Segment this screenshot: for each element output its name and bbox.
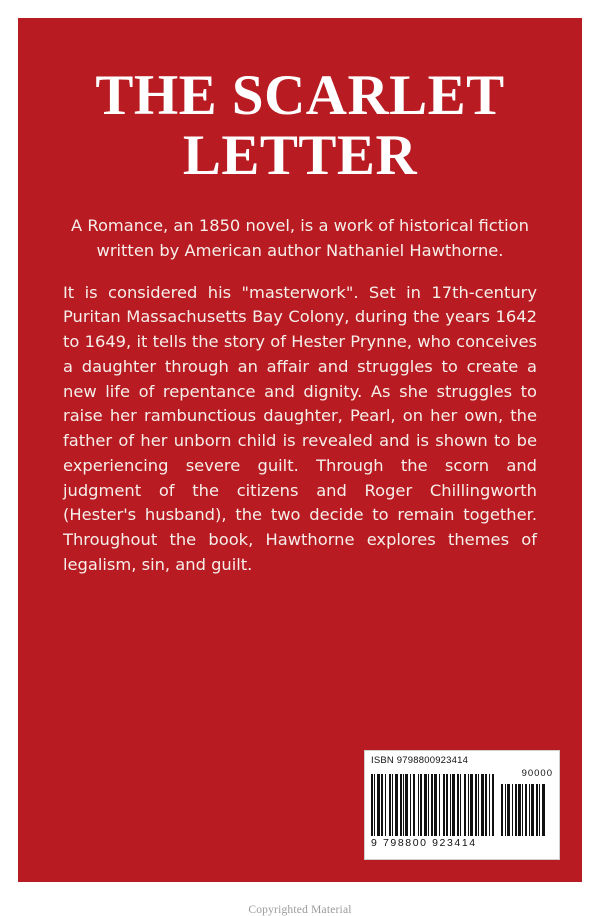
description-paragraph-1: A Romance, an 1850 novel, is a work of historical fiction written by American author Nathaniel Hawthorne. xyxy=(71,216,529,260)
addon-price-code: 90000 xyxy=(521,768,553,779)
title-line-2: LETTER xyxy=(182,124,418,188)
back-cover-description xyxy=(63,214,537,578)
title-line-1: THE SCARLET xyxy=(95,64,505,127)
description-paragraph-2: It is considered his "masterwork". Set in 17th-century Puritan Massachusetts Bay Colony, during the years 1642 to 1649, it tells the story of Hester Prynne, who conceives a daughter through an affair and struggles to create a new life of repentance and dignity. As she struggles to raise her rambunctious daughter, Pearl, on her own, the father of her unborn child is revealed and is shown to be experiencing severe guilt. Through the scorn and judgment of the citizens and Roger Chillingworth (Hester's husband), the two decide to remain together. Throughout the book, Hawthorne explores themes of legalism, sin, and guilt. xyxy=(63,282,537,574)
book-title xyxy=(18,66,582,187)
isbn-barcode xyxy=(364,750,560,860)
barcode-bars-row xyxy=(371,768,553,836)
cover-panel xyxy=(18,18,582,882)
isbn-label: ISBN 9798800923414 xyxy=(371,755,469,766)
watermark-bottom: Copyrighted Material xyxy=(248,904,352,916)
barcode-digits: 9 798800 923414 xyxy=(371,837,477,849)
ean13-bars xyxy=(371,774,499,836)
ean5-addon-bars xyxy=(501,784,553,836)
